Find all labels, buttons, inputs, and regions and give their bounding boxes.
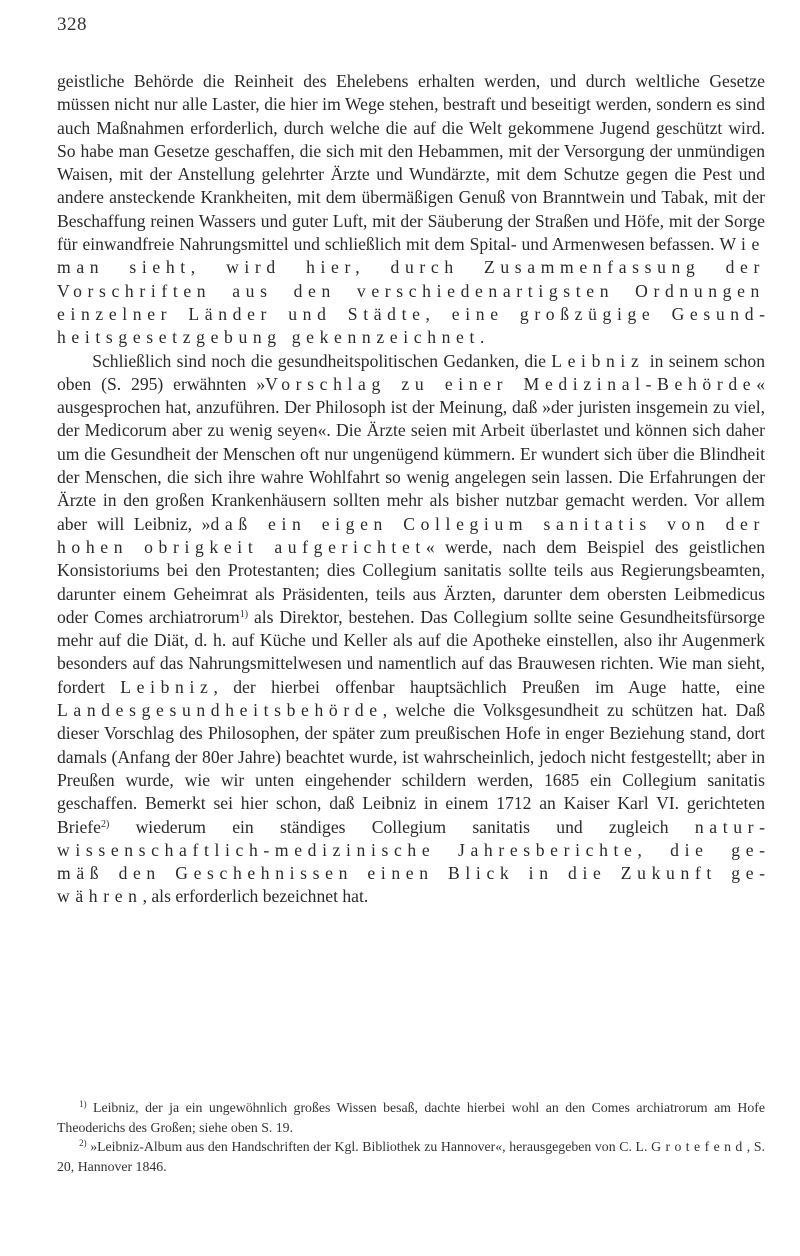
footnote: [57, 1098, 765, 1137]
text-run: , als erforderlich bezeichnet hat.: [142, 886, 369, 907]
footnote-marker: 1): [239, 608, 249, 620]
text-run: in seinem schon oben (S. 295) erwähnten »: [57, 350, 765, 394]
text-run: »Leibniz-Album aus den Handschriften der Kgl. Bibliothek zu Hannover«, herausgegeben von C. L.: [86, 1139, 652, 1155]
footnote-marker: 2): [79, 1138, 87, 1149]
footnote-marker: 2): [100, 818, 110, 830]
footnote: [57, 1137, 765, 1176]
spaced-emphasis: Grotefend: [651, 1139, 747, 1155]
text-run: geistliche Behörde die Reinheit des Ehelebens erhalten werden, und durch weltliche Gesetze müssen nicht nur alle Laster, die hier im Wege stehen, bestraft und beseitigt werden, sondern es sind auch Maßnahmen erforderlich, durch welche die auf die Welt gekommene Jugend geschützt wird. So habe man Gesetze geschaffen, die sich mit den Hebammen, mit der Versorgung der unmündigen Waisen, mit der Anstellung gelehrter Ärzte und Wundärzte, mit dem Schutze gegen die Pest und andere ansteckende Krankheiten, mit dem übermäßigen Genuß von Branntwein und Tabak, mit der Beschaffung reinen Wassers und guter Luft, mit der Säuberung der Straßen und Höfe, mit der Sorge für einwandfreie Nahrungsmittel und schließlich mit dem Spital- und Armenwesen befassen.: [57, 71, 765, 255]
paragraph: [57, 350, 765, 909]
text-run: « ausgesprochen hat, anzuführen. Der Philosoph ist der Meinung, daß »der juristen insgemein zu viel, der Medicorum aber zu wenig seyen«. Die Ärzte seien mit Arbeit überlastet und können sich daher um die Gesundheit der Menschen oft nur ungenügend kümmern. Er wundert sich über die Blindheit der Menschen, die sich ihre wahre Wohlfahrt so wenig angelegen sein lassen. Die Erfahrungen der Ärzte in den großen Krankenhäusern sollten mehr als bisher nutzbar gemacht werden. Vor allem aber will Leibniz, »: [57, 373, 765, 534]
text-run: wiederum ein ständiges Collegium sanitatis und zugleich: [109, 816, 695, 837]
page-number: 328: [57, 14, 87, 35]
footnote-marker: 1): [79, 1099, 87, 1109]
text-run: , S. 20, Hannover 1846.: [57, 1139, 765, 1174]
spaced-emphasis: Wie man sieht, wird hier, durch Zusammenfassung der Vorschriften aus den verschiedenartigsten Ordnungen einzelner Länder und Städte, eine großzügige Gesundheitsgesetzgebung gekennzeichnet.: [57, 234, 765, 348]
spaced-emphasis: daß ein eigen Collegium sanitatis von der hohen obrigkeit aufgerichtet: [57, 513, 765, 557]
text-run: Leibniz, der ja ein ungewöhnlich großes Wissen besaß, dachte hierbei wohl an den Comes archiatrorum am Hofe Theoderichs des Großen; siehe oben S. 19.: [57, 1100, 765, 1135]
body-text: [57, 70, 765, 909]
text-run: « werde, nach dem Beispiel des geistlichen Konsistoriums bei den Protestanten; dies Collegium sanitatis sollte teils aus Regierungsbeamten, darunter einem Geheimrat als Präsidenten, teils aus Ärzten, darunter dem obersten Leibmedicus oder Comes archiatrorum: [57, 536, 765, 627]
text-run: Schließlich sind noch die gesundheitspolitischen Gedanken, die: [92, 350, 552, 371]
text-run: , welche die Volksgesundheit zu schützen hat. Daß dieser Vorschlag des Philosophen, der später zum preußischen Hofe in enger Beziehung stand, dort damals (Anfang der 80er Jahre) beachtet wurde, ist wahrscheinlich, jedoch nicht festgestellt; aber in Preußen wurde, wie wir unten eingehender schildern werden, 1685 ein Collegium sanitatis geschaffen. Bemerkt sei hier schon, daß Leibniz in einem 1712 an Kaiser Karl VI. gerichteten Briefe: [57, 700, 765, 837]
spaced-emphasis: Vorschlag zu einer Medizinal-Behörde: [265, 373, 757, 394]
spaced-emphasis: naturwissenschaftlich-medizinische Jahresberichte, die gemäß den Geschehnissen einen Blick in die Zukunft gewähren: [57, 816, 765, 907]
footnotes: [57, 1098, 765, 1176]
paragraph: [57, 70, 765, 350]
spaced-emphasis: Leibniz: [551, 350, 645, 371]
spaced-emphasis: Leibniz: [120, 676, 214, 697]
spaced-emphasis: Landesgesundheitsbehörde: [57, 700, 383, 721]
text-run: , der hierbei offenbar hauptsächlich Preußen im Auge hatte, eine: [213, 676, 765, 697]
text-run: als Direktor, bestehen. Das Collegium sollte seine Gesundheitsfürsorge mehr auf die Diät, d. h. auf Küche und Keller als auf die Apotheke einstellen, also ihr Augenmerk besonders auf das Nahrungsmittelwesen und namentlich auf das Brauwesen richten. Wie man sieht, fordert: [57, 606, 765, 697]
